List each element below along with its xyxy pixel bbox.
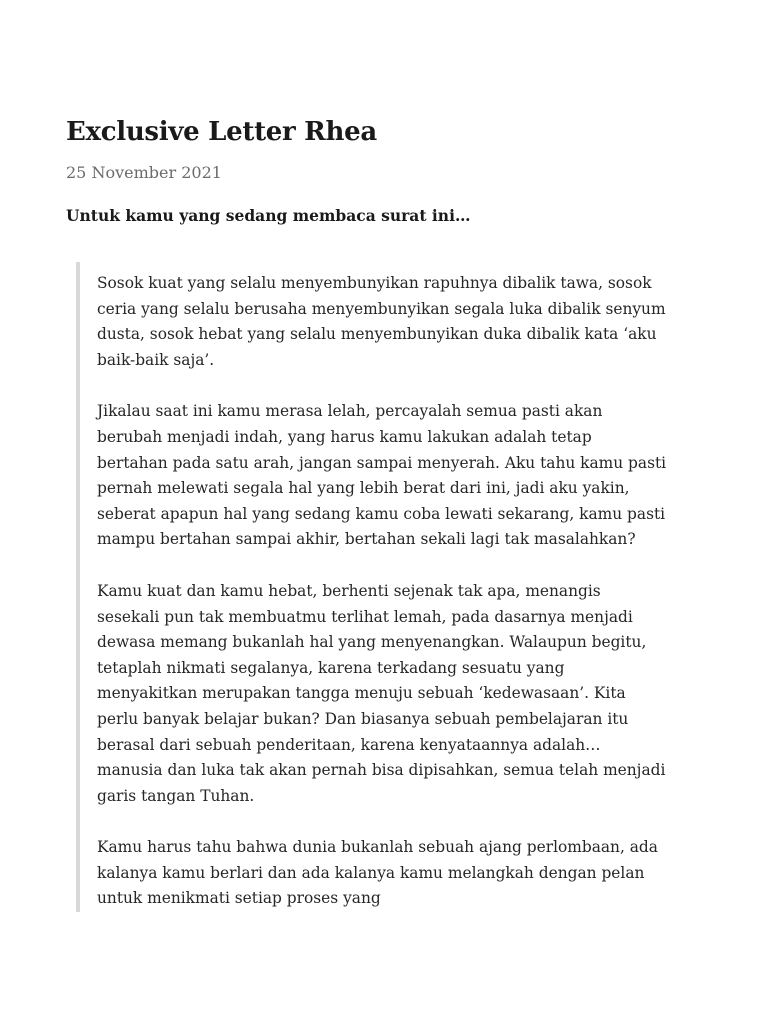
letter-greeting: Untuk kamu yang sedang membaca surat ini…	[66, 206, 471, 225]
letter-blockquote	[76, 262, 667, 912]
letter-paragraph-2: Jikalau saat ini kamu merasa lelah, percayalah semua pasti akan berubah menjadi indah, yang harus kamu lakukan adalah tetap bertahan pada satu arah, jangan sampai menyerah. Aku tahu kamu pasti pernah melewati segala hal yang lebih berat dari ini, jadi aku yakin, seberat apapun hal yang sedang kamu coba lewati sekarang, kamu pasti mampu bertahan sampai akhir, bertahan sekali lagi tak masalahkan?	[97, 402, 667, 549]
post-title: Exclusive Letter Rhea	[66, 117, 377, 147]
article	[66, 112, 666, 227]
letter-paragraph-1: Sosok kuat yang selalu menyembunyikan rapuhnya dibalik tawa, sosok ceria yang selalu berusaha menyembunyikan segala luka dibalik senyum dusta, sosok hebat yang selalu menyembunyikan duka dibalik kata ‘aku baik-baik saja’.	[97, 274, 666, 369]
letter-viewport	[76, 262, 676, 946]
letter-paragraph-3: Kamu kuat dan kamu hebat, berhenti sejenak tak apa, menangis sesekali pun tak membuatmu terlihat lemah, pada dasarnya menjadi dewasa memang bukanlah hal yang menyenangkan. Walaupun begitu, tetaplah nikmati segalanya, karena terkadang sesuatu yang menyakitkan merupakan tangga menuju sebuah ‘kedewasaan’. Kita perlu banyak belajar bukan? Dan biasanya sebuah pembelajaran itu berasal dari sebuah penderitaan, karena kenyataannya adalah… manusia dan luka tak akan pernah bisa dipisahkan, semua telah menjadi garis tangan Tuhan.	[97, 581, 666, 805]
letter-paragraph-4: Kamu harus tahu bahwa dunia bukanlah sebuah ajang perlombaan, ada kalanya kamu berlari dan ada kalanya kamu melangkah dengan pelan untuk menikmati setiap proses yang	[97, 838, 658, 908]
post-date: 25 November 2021	[66, 163, 222, 182]
